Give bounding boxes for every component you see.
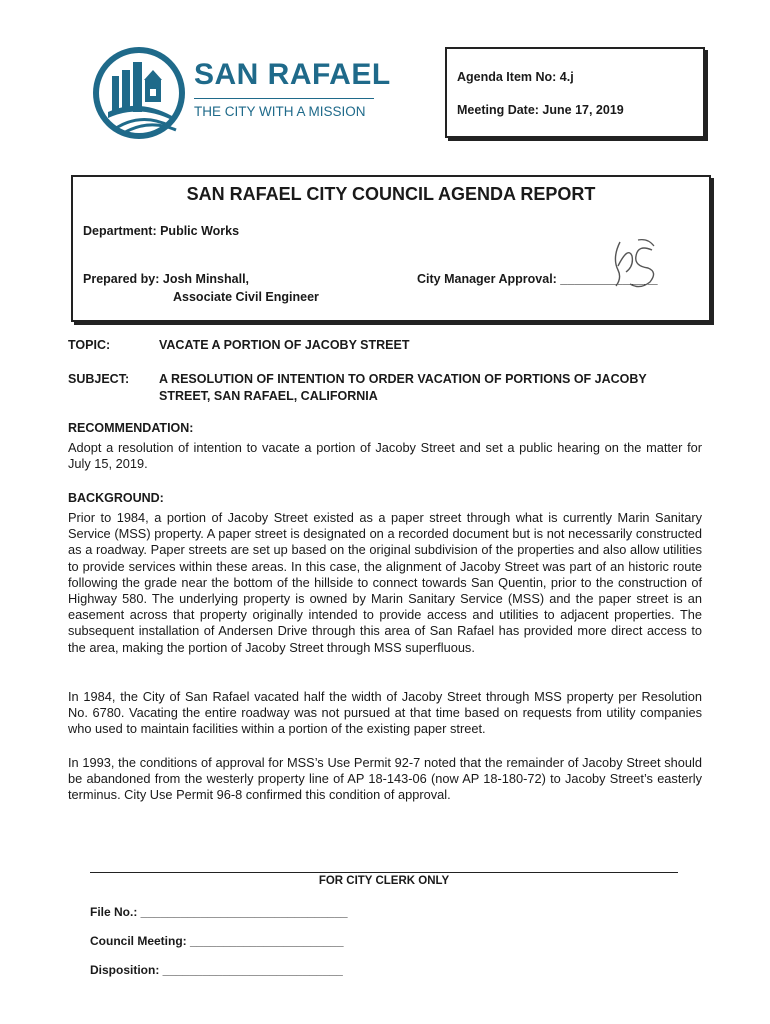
signature-icon [608,236,664,294]
subject-line-1: A RESOLUTION OF INTENTION TO ORDER VACATION OF PORTIONS OF JACOBY [159,372,647,386]
file-number-field: File No.: _______________________________ [90,905,348,919]
meeting-date: Meeting Date: June 17, 2019 [457,103,624,117]
background-heading: BACKGROUND: [68,491,164,505]
background-paragraph-3: In 1993, the conditions of approval for MSS’s Use Permit 92-7 noted that the remainder of Jacoby Street should be abandoned from the westerly property line of AP 18-143-06 (now AP 18-180-72) to Jacoby Street’s easterly terminus. City Use Permit 96-8 confirmed this condition of approval. [68,755,702,803]
background-paragraph-2: In 1984, the City of San Rafael vacated half the width of Jacoby Street through MSS property per Resolution No. 6780. Vacating the entire roadway was not pursued at that time based on requests from utility companies who used to maintain facilities within a portion of the existing paper street. [68,689,702,737]
recommendation-heading: RECOMMENDATION: [68,421,194,435]
topic-text: VACATE A PORTION OF JACOBY STREET [159,338,410,352]
topic-label: TOPIC: [68,338,111,352]
disposition-field: Disposition: ___________________________ [90,963,343,977]
logo-city-name: SAN RAFAEL [194,58,391,91]
agenda-item-number: Agenda Item No: 4.j [457,70,574,84]
background-paragraph-1: Prior to 1984, a portion of Jacoby Street existed as a paper street through what is currently Marin Sanitary Service (MSS) property. A paper street is designated on a recorded document but is not necessarily constructed as a roadway. Paper streets are set up based on the original subdivision of the properties and also allow utilities to provide services within these areas. In this case, the alignment of Jacoby Street was part of an historic route following the grade near the bottom of the hillside to connect towards San Quentin, prior to the construction of Highway 580. The underlying property is owned by Marin Sanitary Service (MSS) and the paper street is an easement across that property originally intended to provide access and utilities to adjacent properties. The subsequent installation of Andersen Drive through this area of San Rafael has provided more direct access to the area, making the portion of Jacoby Street through MSS superfluous. [68,510,702,655]
clerk-divider [90,872,678,873]
subject-label: SUBJECT: [68,372,130,386]
department: Department: Public Works [83,224,240,238]
city-manager-approval: City Manager Approval: ______________ [417,272,658,286]
council-meeting-field: Council Meeting: _______________________ [90,934,344,948]
prepared-by-role: Associate Civil Engineer [173,290,319,304]
prepared-by: Prepared by: Josh Minshall, [83,272,250,286]
recommendation-text: Adopt a resolution of intention to vacate a portion of Jacoby Street and set a public hearing on the matter for July 15, 2019. [68,440,702,472]
logo-divider [194,98,374,99]
report-title: SAN RAFAEL CITY COUNCIL AGENDA REPORT [186,184,596,204]
city-logo [92,46,391,146]
clerk-heading: FOR CITY CLERK ONLY [318,875,450,887]
agenda-info-box [445,47,705,138]
subject-line-2: STREET, SAN RAFAEL, CALIFORNIA [159,389,378,403]
city-seal-icon [92,46,186,140]
logo-tagline: THE CITY WITH A MISSION [194,104,366,119]
